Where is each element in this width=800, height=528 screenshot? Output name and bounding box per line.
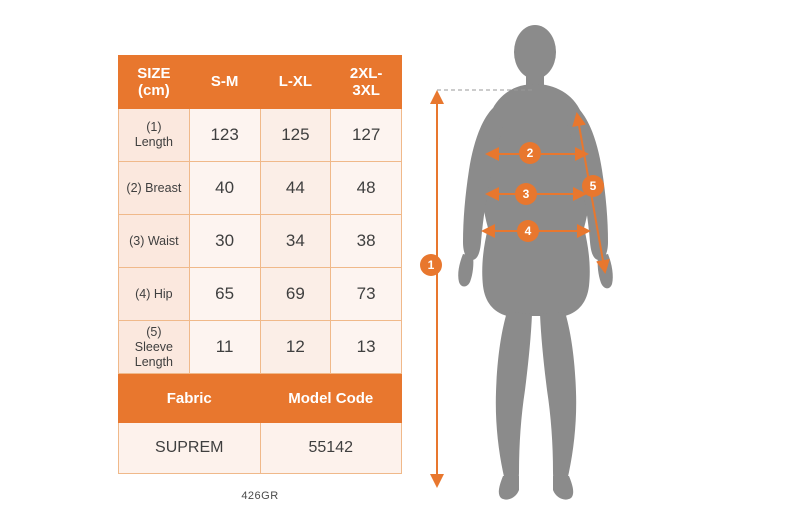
model-code-caption: 426GR [241,490,279,502]
column-header-size-line2: (cm) [138,82,170,99]
size-table [118,55,402,474]
row-label-sleeve-length [119,321,190,374]
row-label-length-line2: Length [134,135,173,149]
cell-breast-sm: 40 [189,162,260,215]
callout-1-length: 1 [420,254,442,276]
row-label-sleeve-line2: Sleeve [134,339,173,354]
cell-hip-2xl3xl: 73 [331,268,402,321]
cell-breast-lxl: 44 [260,162,331,215]
cell-waist-sm: 30 [189,215,260,268]
cell-length-sm: 123 [189,109,260,162]
row-label-waist: (3) Waist [119,215,190,268]
mannequin-figure-panel [415,20,785,510]
column-header-size-line1: SIZE [137,64,171,82]
column-header-2xl3xl-line2: 3XL [352,82,380,99]
cell-breast-2xl3xl: 48 [331,162,402,215]
callout-3-waist: 3 [515,183,537,205]
cell-hip-lxl: 69 [260,268,331,321]
footer-header-model-code: Model Code [260,374,402,423]
callout-2-breast: 2 [519,142,541,164]
cell-hip-sm: 65 [189,268,260,321]
callout-4-hip: 4 [517,220,539,242]
row-label-length-line1: (1) [146,120,162,134]
table-row [119,268,402,321]
row-label-sleeve-line3: Length [134,354,173,369]
table-footer-value-row [119,423,402,474]
cell-length-lxl: 125 [260,109,331,162]
row-label-hip: (4) Hip [119,268,190,321]
cell-sleeve-lxl: 12 [260,321,331,374]
cell-sleeve-sm: 11 [189,321,260,374]
cell-waist-2xl3xl: 38 [331,215,402,268]
table-header-row [119,56,402,109]
table-row [119,321,402,374]
column-header-size [119,56,190,109]
column-header-sm: S-M [189,56,260,109]
column-header-2xl3xl-line1: 2XL- [349,64,383,82]
mannequin-figure-svg [415,20,785,510]
table-footer-header-row [119,374,402,423]
cell-length-2xl3xl: 127 [331,109,402,162]
cell-sleeve-2xl3xl: 13 [331,321,402,374]
column-header-2xl3xl [331,56,402,109]
footer-value-model-code: 55142 [260,423,402,474]
cell-waist-lxl: 34 [260,215,331,268]
row-label-breast: (2) Breast [119,162,190,215]
callout-5-sleeve-length: 5 [582,175,604,197]
female-body-silhouette [458,25,613,500]
row-label-sleeve-line1: (5) [146,324,162,339]
table-row [119,109,402,162]
column-header-lxl: L-XL [260,56,331,109]
footer-value-fabric: SUPREM [119,423,261,474]
footer-header-fabric: Fabric [119,374,261,423]
table-row [119,215,402,268]
table-row [119,162,402,215]
row-label-length [119,109,190,162]
